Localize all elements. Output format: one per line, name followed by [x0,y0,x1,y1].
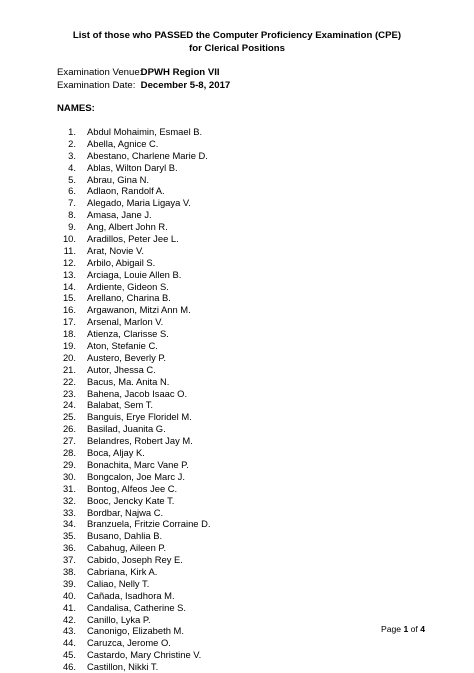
list-item [0,518,474,530]
list-item-number: 39. [62,577,76,589]
list-item-name: Ardiente, Gideon S. [87,280,169,292]
list-item-name: Arbilo, Abigail S. [87,256,156,268]
list-item-name: Basilad, Juanita G. [87,423,166,435]
list-item-number: 23. [62,387,76,399]
list-item-name: Caruzca, Jerome O. [87,637,171,649]
list-item [0,661,474,673]
list-item-number: 14. [62,280,76,292]
list-item [0,411,474,423]
list-item [0,340,474,352]
list-item-number: 30. [62,470,76,482]
list-item-name: Booc, Jencky Kate T. [87,494,175,506]
list-item-number: 25. [62,411,76,423]
list-item-number: 6. [68,185,76,197]
list-item-name: Abella, Agnice C. [87,137,159,149]
list-item-number: 40. [62,589,76,601]
list-item [0,590,474,602]
list-item-number: 11. [63,244,76,256]
list-item-name: Castillon, Nikki T. [87,661,159,673]
list-item [0,554,474,566]
list-item-number: 9. [68,221,76,233]
list-item-number: 3. [68,149,76,161]
list-item-number: 24. [62,399,76,411]
list-item-number: 5. [68,173,76,185]
list-item [0,471,474,483]
list-item [0,423,474,435]
list-item [0,566,474,578]
list-item [0,376,474,388]
names-list [0,126,474,673]
list-item [0,257,474,269]
list-item [0,364,474,376]
list-item [0,542,474,554]
list-item-number: 16. [62,304,76,316]
list-item-number: 41. [62,601,76,613]
list-item-name: Aradillos, Peter Jee L. [87,233,179,245]
exam-date-label: Examination Date: [57,80,136,91]
list-item-name: Canillo, Lyka P. [87,613,151,625]
list-item-name: Banguis, Erye Floridel M. [87,411,192,423]
list-item-number: 36. [62,542,76,554]
list-item-name: Bahena, Jacob Isaac O. [87,387,188,399]
list-item [0,447,474,459]
list-item [0,304,474,316]
list-item-number: 17. [62,316,76,328]
list-item-name: Autor, Jhessa C. [87,363,156,375]
list-item-number: 29. [62,458,76,470]
list-item [0,399,474,411]
list-item-number: 10. [62,233,76,245]
list-item-number: 42. [62,613,76,625]
list-item-name: Bordbar, Najwa C. [87,506,164,518]
of-word: of [410,624,418,634]
exam-date-value: December 5-8, 2017 [140,80,231,91]
list-item [0,197,474,209]
list-item-name: Adlaon, Randolf A. [87,185,165,197]
list-item [0,233,474,245]
list-item [0,281,474,293]
list-item-name: Caliao, Nelly T. [87,577,150,589]
list-item-number: 22. [62,375,76,387]
list-item-name: Ablas, Wilton Daryl B. [87,161,178,173]
list-item-number: 34. [62,518,76,530]
list-item [0,507,474,519]
list-item-name: Belandres, Robert Jay M. [87,435,193,447]
document-subtitle: for Clerical Positions [189,43,285,54]
page-total: 4 [420,624,425,634]
list-item-name: Canonigo, Elizabeth M. [87,625,184,637]
list-item-name: Arciaga, Louie Allen B. [87,268,182,280]
document-title: List of those who PASSED the Computer Proficiency Examination (CPE) [72,30,402,41]
list-item-name: Abestano, Charlene Marie D. [87,149,208,161]
list-item-name: Atienza, Clarisse S. [87,328,169,340]
list-item [0,245,474,257]
list-item-number: 13. [62,268,76,280]
list-item-name: Bonachita, Marc Vane P. [87,458,189,470]
list-item-number: 2. [68,137,76,149]
list-item-name: Cabahug, Aileen P. [87,542,167,554]
exam-date-row [57,80,230,92]
list-item-name: Ang, Albert John R. [87,221,168,233]
exam-venue-label: Examination Venue: [57,67,143,78]
list-item-number: 1. [68,126,76,137]
list-item-name: Balabat, Sem T. [87,399,154,411]
list-item [0,269,474,281]
list-item [0,352,474,364]
list-item-number: 26. [62,423,76,435]
list-item-number: 27. [62,435,76,447]
list-item-name: Bongcalon, Joe Marc J. [87,470,185,482]
page-footer [381,624,425,635]
list-item [0,649,474,661]
list-item [0,209,474,221]
list-item-name: Cabriana, Kirk A. [87,565,158,577]
list-item-number: 7. [68,197,76,209]
list-item-number: 31. [62,482,76,494]
list-item-name: Busano, Dahlia B. [87,530,163,542]
list-item-number: 46. [62,661,76,673]
list-item-name: Alegado, Maria Ligaya V. [87,197,191,209]
exam-venue-row [57,67,220,79]
list-item-name: Arsenal, Marlon V. [87,316,164,328]
list-item [0,316,474,328]
list-item-number: 44. [62,637,76,649]
list-item-name: Cabido, Joseph Rey E. [87,554,183,566]
list-item-name: Arellano, Charina B. [87,292,171,304]
list-item-number: 4. [68,161,76,173]
list-item-number: 38. [62,565,76,577]
list-item-name: Cañada, Isadhora M. [87,589,175,601]
list-item-name: Aton, Stefanie C. [87,340,158,352]
list-item [0,150,474,162]
list-item-name: Castardo, Mary Christine V. [87,649,202,661]
list-item-number: 20. [62,351,76,363]
list-item-number: 15. [62,292,76,304]
list-item-name: Boca, Aljay K. [87,447,145,459]
list-item [0,221,474,233]
list-item [0,388,474,400]
list-item-number: 37. [62,554,76,566]
list-item [0,530,474,542]
list-item [0,185,474,197]
list-item [0,292,474,304]
list-item-number: 19. [62,340,76,352]
list-item [0,328,474,340]
list-item-name: Branzuela, Fritzie Corraine D. [87,518,211,530]
page-word: Page [381,624,402,634]
list-item [0,495,474,507]
list-item-name: Bontog, Alfeos Jee C. [87,482,178,494]
list-item-number: 28. [62,447,76,459]
list-item-number: 8. [68,209,76,221]
list-item [0,435,474,447]
list-item-name: Abrau, Gina N. [87,173,150,185]
list-item-number: 21. [62,363,76,375]
list-item-number: 18. [62,328,76,340]
list-item-name: Argawanon, Mitzi Ann M. [87,304,191,316]
list-item-number: 33. [62,506,76,518]
list-item-number: 32. [62,494,76,506]
list-item-name: Amasa, Jane J. [87,209,152,221]
list-item-number: 12. [62,256,76,268]
list-item [0,602,474,614]
list-item-number: 43. [62,625,76,637]
list-item-name: Bacus, Ma. Anita N. [87,375,170,387]
list-item [0,162,474,174]
list-item [0,483,474,495]
names-heading: NAMES: [57,103,95,114]
list-item [0,174,474,186]
list-item [0,126,474,138]
list-item [0,578,474,590]
list-item-name: Arat, Novie V. [87,244,144,256]
list-item-name: Abdul Mohaimin, Esmael B. [87,126,203,137]
list-item-number: 45. [62,649,76,661]
page-current: 1 [403,624,409,634]
list-item-number: 35. [62,530,76,542]
list-item [0,637,474,649]
list-item-name: Austero, Beverly P. [87,351,167,363]
list-item-name: Candalisa, Catherine S. [87,601,187,613]
list-item [0,138,474,150]
list-item [0,459,474,471]
exam-venue-value: DPWH Region VII [140,67,220,78]
